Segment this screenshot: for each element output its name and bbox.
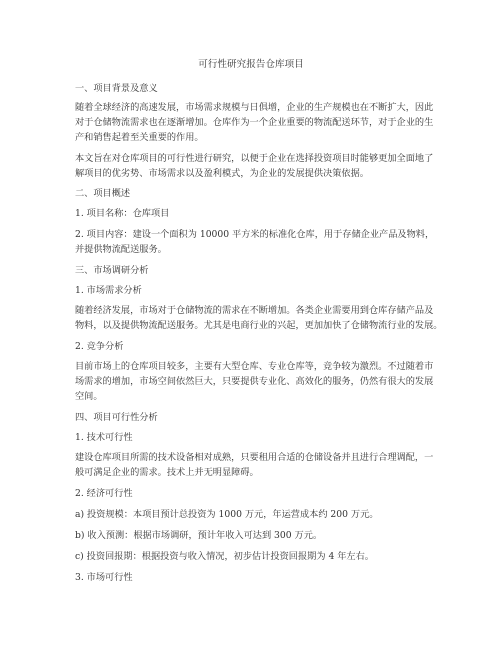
- paragraph-line: 产和销售起着至关重要的作用。: [75, 132, 204, 143]
- paragraph-line: 目前市场上的仓库项目较多，主要有大型仓库、专业仓库等，竞争较为激烈。不过随着市: [75, 361, 434, 372]
- paragraph-line: 随着经济发展，市场对于仓储物流的需求在不断增加。各类企业需要用到仓库存储产品及: [75, 305, 434, 316]
- paragraph-line: 建设仓库项目所需的技术设备相对成熟，只要租用合适的仓储设备并且进行合理调配，一: [75, 452, 434, 463]
- list-item: 1. 项目名称：仓库项目: [75, 208, 170, 219]
- list-item: 2. 项目内容：建设一个面积为 10000 平方米的标准化仓库，用于存储企业产品及物料，: [75, 229, 435, 240]
- paragraph-line: 般可满足企业的需求。技术上并无明显障碍。: [75, 467, 259, 478]
- section-heading: 四、项目可行性分析: [75, 412, 158, 423]
- subsection-heading: 2. 经济可行性: [75, 488, 133, 499]
- paragraph-line: 物料，以及提供物流配送服务。尤其是电商行业的兴起，更加加快了仓储物流行业的发展。: [75, 320, 443, 331]
- paragraph-line: 并提供物流配送服务。: [75, 244, 167, 255]
- section-heading: 一、项目背景及意义: [75, 83, 158, 94]
- section-heading: 三、市场调研分析: [75, 265, 149, 276]
- paragraph-line: 场需求的增加，市场空间依然巨大，只要提供专业化、高效化的服务，仍然有很大的发展: [75, 376, 434, 387]
- document-title: 可行性研究报告仓库项目: [198, 59, 304, 70]
- subsection-heading: 2. 竞争分析: [75, 341, 124, 352]
- subsection-heading: 3. 市场可行性: [75, 572, 133, 583]
- paragraph-line: 解项目的优劣势、市场需求以及盈利模式，为企业的发展提供决策依据。: [75, 168, 369, 179]
- paragraph-line: 随着全球经济的高速发展，市场需求规模与日俱增，企业的生产规模也在不断扩大，因此: [75, 102, 434, 113]
- paragraph-line: 对于仓储物流需求也在逐渐增加。仓库作为一个企业重要的物流配送环节，对于企业的生: [75, 117, 434, 128]
- list-item: b) 收入预测：根据市场调研，预计年收入可达到 300 万元。: [75, 530, 323, 541]
- list-item: a) 投资规模：本项目预计总投资为 1000 万元，年运营成本约 200 万元。: [75, 509, 379, 520]
- subsection-heading: 1. 技术可行性: [75, 432, 133, 443]
- section-heading: 二、项目概述: [75, 188, 131, 199]
- paragraph-line: 本文旨在对仓库项目的可行性进行研究，以便于企业在选择投资项目时能够更加全面地了: [75, 153, 434, 164]
- paragraph-line: 空间。: [75, 391, 103, 402]
- subsection-heading: 1. 市场需求分析: [75, 285, 142, 296]
- list-item: c) 投资回报期：根据投资与收入情况，初步估计投资回报期为 4 年左右。: [75, 551, 374, 562]
